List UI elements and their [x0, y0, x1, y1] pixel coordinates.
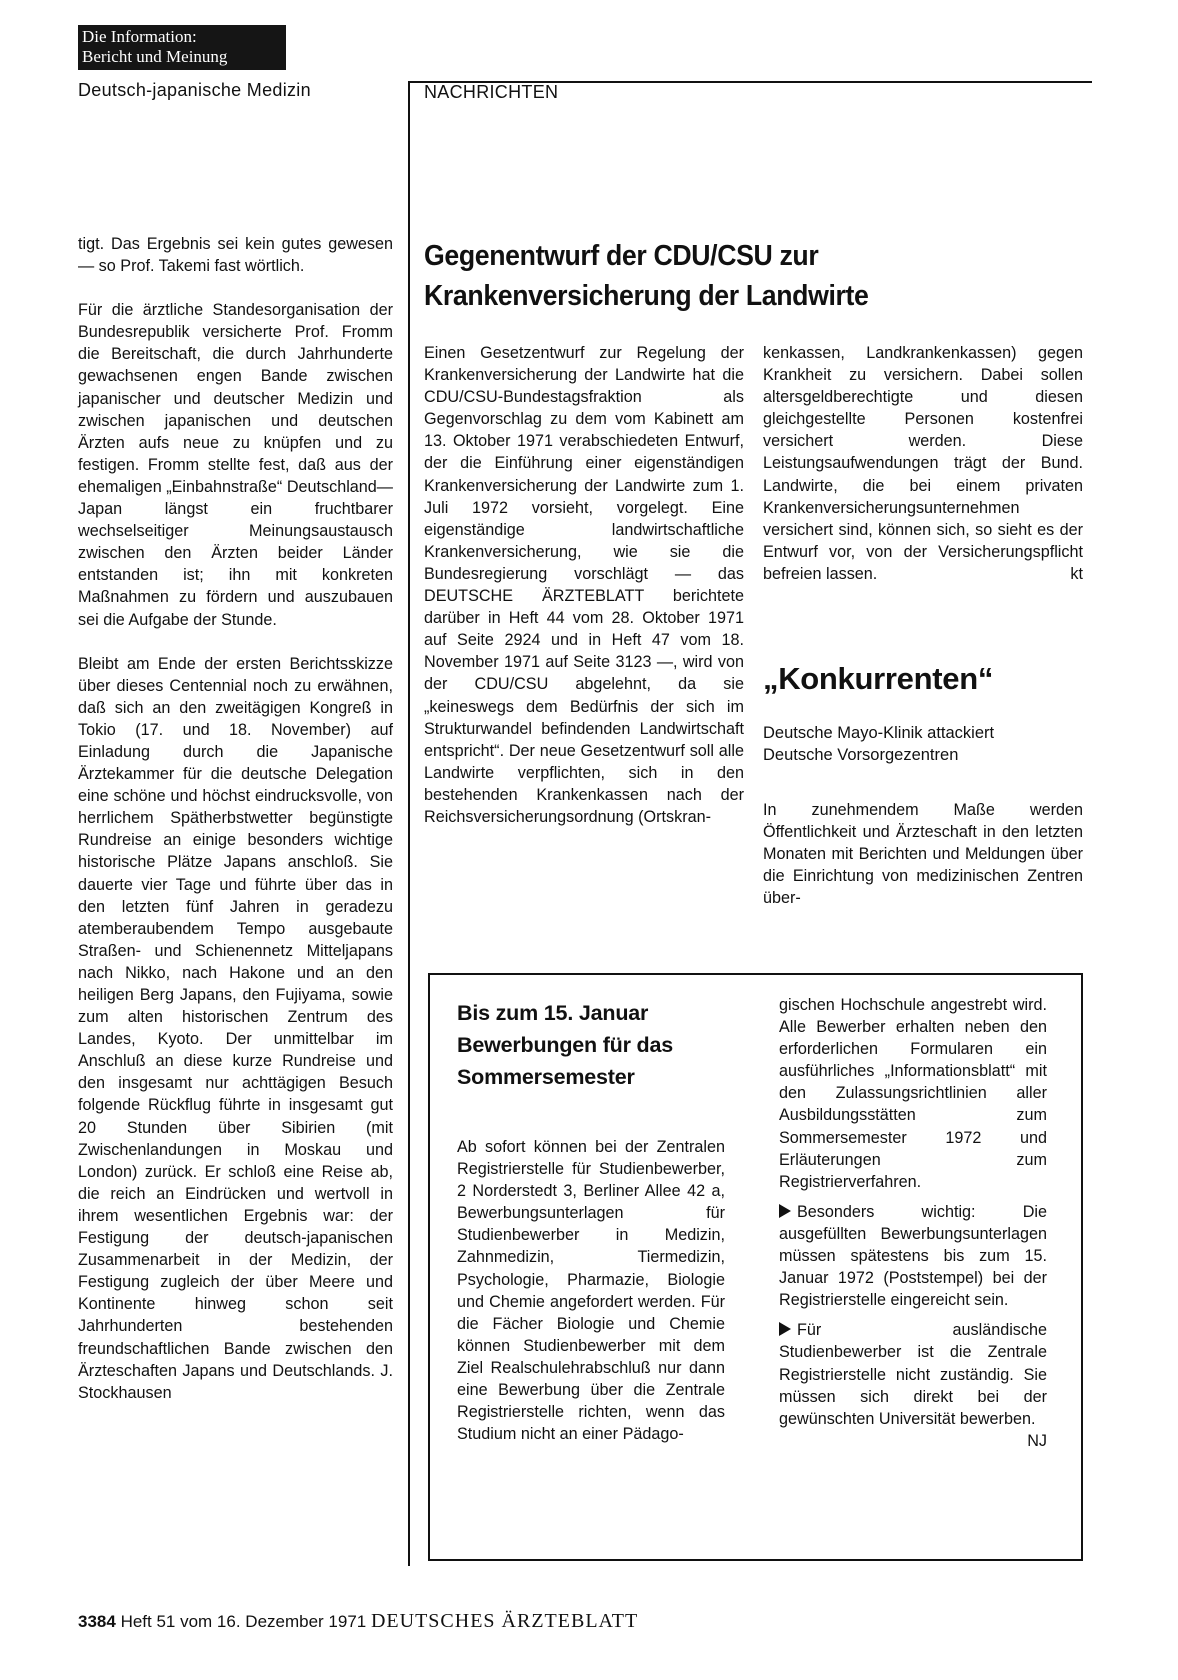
article-signature: kt: [1070, 564, 1083, 583]
subhead-line-1: Deutsche Mayo-Klinik attackiert: [763, 724, 995, 742]
page-footer: [78, 1610, 638, 1633]
notice-column-1: [457, 1136, 725, 1445]
konkurrenten-headline: „Konkurrenten“: [763, 661, 994, 696]
left-rubric: Deutsch-japanische Medizin: [78, 80, 311, 100]
notice-signature: NJ: [1027, 1431, 1047, 1450]
notice-bullet-2-text: Für ausländische Studienbewerber ist die Zentrale Registrierstelle nicht zuständig. Sie müssen sich direkt bei der gewünschten Universität bewerben.: [779, 1321, 1047, 1428]
notice-bullet-1-text: Besonders wichtig: Die ausgefüllten Bewerbungsunterlagen müssen spätestens bis zum 15. Januar 1972 (Poststempel) bei der Registrierstelle eingereicht sein.: [779, 1202, 1047, 1310]
konkurrenten-body: In zunehmendem Maße werden Öffentlichkeit und Ärzteschaft in den letzten Monaten mit Berichten und Meldungen über die Einrichtung von medizinischen Zentren über-: [763, 801, 1083, 908]
section-kicker: [78, 25, 286, 70]
triangle-bullet-icon: [779, 1204, 791, 1218]
left-paragraph-1: tigt. Das Ergebnis sei kein gutes gewesen — so Prof. Takemi fast wörtlich.: [78, 235, 393, 276]
article-headline: [424, 236, 869, 316]
notice-headline-line-3: Sommersemester: [457, 1065, 635, 1089]
konkurrenten-column: [763, 799, 1083, 909]
notice-headline-line-1: Bis zum 15. Januar: [457, 1001, 649, 1025]
right-rubric: NACHRICHTEN: [424, 82, 559, 102]
article-column-2: [763, 342, 1083, 585]
page-number: 3384: [78, 1612, 116, 1631]
kicker-line-1: Die Information:: [82, 27, 197, 46]
kicker-line-2: Bericht und Meinung: [82, 47, 228, 66]
notice-column-2: [779, 994, 1047, 1452]
article-headline-line-1: Gegenentwurf der CDU/CSU zur: [424, 240, 819, 272]
article-body-2-text: kenkassen, Landkrankenkassen) gegen Krankheit zu versichern. Dabei sollen altersgeldberechtigte und diesen gleichgestellte Personen kostenfrei versichert werden. Diese Leistungsaufwendungen trägt der Bund. Landwirte, die bei einem privaten Krankenversicherungsunternehmen versichert sind, können sich, so sieht es der Entwurf vor, von der Versicherungspflicht befreien lassen.: [763, 344, 1083, 583]
notice-headline-line-2: Bewerbungen für das: [457, 1033, 674, 1057]
triangle-bullet-icon: [779, 1322, 791, 1336]
article-body-1: Einen Gesetzentwurf zur Regelung der Krankenversicherung der Landwirte hat die CDU/CSU-Bundestagsfraktion als Gegenvorschlag zu dem vom Kabinett am 13. Oktober 1971 verabschiedeten Entwurf, der die Einführung einer eigenständigen Krankenversicherung der Landwirte zum 1. Juli 1972 vorsieht, vorgelegt. Eine eigenständige landwirtschaftliche Krankenversicherung, wie sie die Bundesregierung vorschlägt — das DEUTSCHE ÄRZTEBLATT berichtete darüber in Heft 44 vom 28. Oktober 1971 auf Seite 2924 und in Heft 47 vom 18. November 1971 auf Seite 3123 —, wird von der CDU/CSU abgelehnt, da sie „keineswegs dem Bedürfnis der sich im Strukturwandel befindenden Landwirtschaft entspricht“. Der neue Gesetzentwurf soll alle Landwirte verpflichten, sich in den bestehenden Krankenkassen nach der Reichsversicherungsordnung (Ortskran-: [424, 344, 744, 826]
article-column-1: [424, 342, 744, 828]
notice-body-2: gischen Hochschule angestrebt wird. Alle Bewerber erhalten neben den erforderlichen Formularen ein ausführliches „Informationsblatt“ mit den Zulassungsrichtlinien aller Ausbildungsstätten zum Sommersemester 1972 und Erläuterungen zum Registrierverfahren.: [779, 996, 1047, 1191]
subhead-line-2: Deutsche Vorsorgezentren: [763, 746, 959, 764]
issue-info: Heft 51 vom 16. Dezember 1971: [120, 1612, 367, 1631]
konkurrenten-subhead: [763, 722, 1083, 766]
notice-body-1: Ab sofort können bei der Zentralen Registrierstelle für Studienbewerber, 2 Norderstedt 3, Berliner Allee 42 a, Bewerbungsunterlagen für Studienbewerber in Medizin, Zahnmedizin, Tiermedizin, Psychologie, Pharmazie, Biologie und Chemie angefordert werden. Für die Fächer Biologie und Chemie können Studienbewerber mit dem Ziel Realschulehrabschluß nur dann eine Bewerbung über die Zentrale Registrierstelle richten, wenn das Studium nicht an einer Pädago-: [457, 1138, 725, 1444]
notice-bullet-1: [779, 1201, 1047, 1311]
article-headline-line-2: Krankenversicherung der Landwirte: [424, 280, 869, 312]
left-paragraph-3: Bleibt am Ende der ersten Berichtsskizze über dieses Centennial noch zu erwähnen, daß sich an den zweitägigen Kongreß in Tokio (17. und 18. November) auf Einladung durch die Japanische Ärztekammer für die deutsche Delegation eine schöne und höchst eindrucksvolle, von herrlichem Spätherbstwetter begünstigte Rundreise an einige besonders wichtige historische Plätze Japans anschloß. Sie dauerte vier Tage und führte über das in den letzten fünf Jahren in geradezu atemberaubendem Tempo ausgebaute Straßen- und Schienennetz Mitteljapans nach Nikko, nach Hakone und an den heiligen Berg Japans, den Fujiyama, sowie zum alten historischen Zentrum des Landes, Kyoto. Der unmittelbar im Anschluß an diese kurze Rundreise und den insgesamt nur achttägigen Besuch folgende Rückflug führte in insgesamt gut 20 Stunden über Sibirien (mit Zwischenlandungen in Moskau und London) zurück. Er schloß eine Reise ab, die reich an Eindrücken und wertvoll in ihrem wesentlichen Ergebnis war: der Festigung der deutsch-japanischen Zusammenarbeit in der Medizin, der Festigung zugleich der über Meere und Kontinente hinweg schon seit Jahrhunderten bestehenden freundschaftlichen Bande zwischen den Ärzteschaften Japans und Deutschlands. J. Stockhausen: [78, 654, 393, 1402]
left-paragraph-2: Für die ärztliche Standesorganisation der Bundesrepublik versicherte Prof. Fromm die Bereitschaft, die durch Jahrhunderte gewachsenen engen Bande zwischen japanischer und deutscher Medizin und zwischen japanischen und deutschen Ärzten aufs neue zu knüpfen und zu festigen. Fromm stellte fest, daß aus der ehemaligen „Einbahnstraße“ Deutschland—Japan längst ein fruchtbarer wechselseitiger Meinungsaustausch zwischen den Ärzten beider Länder entstanden ist; ihn mit konkreten Maßnahmen zu fördern und auszubauen sei die Aufgabe der Stunde.: [78, 301, 393, 629]
article-body-2: [763, 342, 1083, 585]
publication-name: DEUTSCHES ÄRZTEBLATT: [370, 1610, 639, 1632]
column-divider: [408, 81, 410, 1566]
notice-headline: [457, 997, 673, 1093]
left-column: [78, 233, 393, 1404]
notice-bullet-2: [779, 1319, 1047, 1450]
